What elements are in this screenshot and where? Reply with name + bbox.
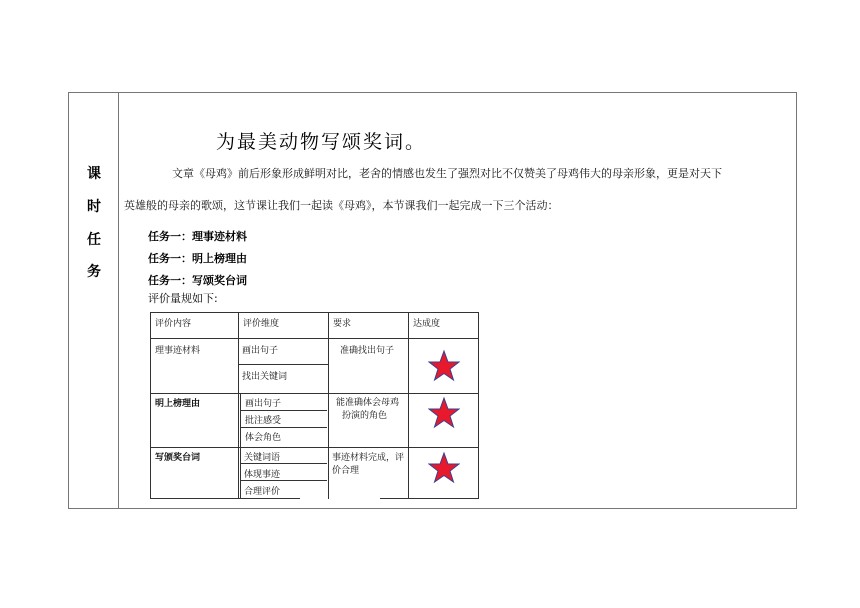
intro-line-1: 文章《母鸡》前后形象形成鲜明对比，老舍的情感也发生了强烈对比不仅赞美了母鸡伟大的母亲形象，更是对天下 — [172, 167, 722, 180]
requirement-cell: 事迹材料完成，评 — [332, 453, 405, 463]
task-item: 任务一：理事迹材料 — [148, 230, 247, 243]
star-icon — [428, 350, 460, 382]
page-title: 为最美动物写颂奖词。 — [216, 131, 427, 153]
header-cell: 要求 — [333, 319, 352, 329]
star-icon — [428, 397, 460, 429]
side-label-char: 务 — [87, 264, 101, 280]
sub-divider — [240, 448, 241, 498]
table-border — [380, 498, 479, 499]
header-cell: 评价维度 — [243, 319, 280, 329]
table-border — [478, 312, 479, 499]
task-item: 任务一：写颂奖台词 — [148, 274, 247, 287]
requirement-cell: 能准确体会母鸡 — [336, 398, 400, 408]
dimension-cell: 批注感受 — [245, 416, 282, 426]
sub-divider — [240, 463, 327, 464]
header-cell: 评价内容 — [155, 319, 192, 329]
column-divider — [118, 92, 119, 509]
star-icon — [428, 452, 460, 484]
requirement-cell: 扮演的角色 — [342, 411, 388, 421]
header-cell: 达成度 — [413, 319, 441, 329]
side-label-char: 任 — [87, 232, 101, 248]
table-border — [150, 498, 300, 499]
intro-line-2: 英雄般的母亲的歌颂，这节课让我们一起读《母鸡》，本节课我们一起完成一下三个活动： — [124, 199, 559, 212]
requirement-cell: 准确找出句子 — [340, 346, 395, 356]
side-label-char: 课 — [87, 166, 101, 182]
content-cell: 写颁奖台词 — [155, 453, 201, 463]
dimension-cell: 体现事迹 — [244, 470, 281, 480]
dimension-cell: 合理评价 — [244, 487, 281, 497]
col-divider — [408, 312, 409, 499]
col-divider — [328, 312, 329, 499]
dimension-cell: 画出句子 — [242, 346, 279, 356]
col-divider — [238, 312, 239, 499]
rubric-table — [150, 312, 479, 499]
row-divider — [150, 338, 479, 339]
table-border — [150, 312, 479, 313]
sub-divider — [240, 480, 327, 481]
sub-divider — [240, 394, 241, 447]
sub-divider — [238, 364, 328, 365]
content-cell: 理事迹材料 — [155, 346, 201, 356]
requirement-cell: 价合理 — [332, 466, 360, 476]
rubric-label: 评价量规如下: — [148, 292, 218, 305]
side-label-char: 时 — [87, 199, 101, 215]
table-border — [150, 312, 151, 499]
dimension-cell: 画出句子 — [245, 399, 282, 409]
sub-divider — [240, 410, 327, 411]
task-item: 任务一：明上榜理由 — [148, 252, 247, 265]
row-divider — [150, 393, 479, 394]
sub-divider — [240, 427, 327, 428]
dimension-cell: 体会角色 — [245, 433, 282, 443]
dimension-cell: 找出关键词 — [242, 372, 288, 382]
content-cell: 明上榜理由 — [155, 399, 201, 409]
row-divider — [150, 447, 479, 448]
dimension-cell: 关键词语 — [244, 453, 281, 463]
